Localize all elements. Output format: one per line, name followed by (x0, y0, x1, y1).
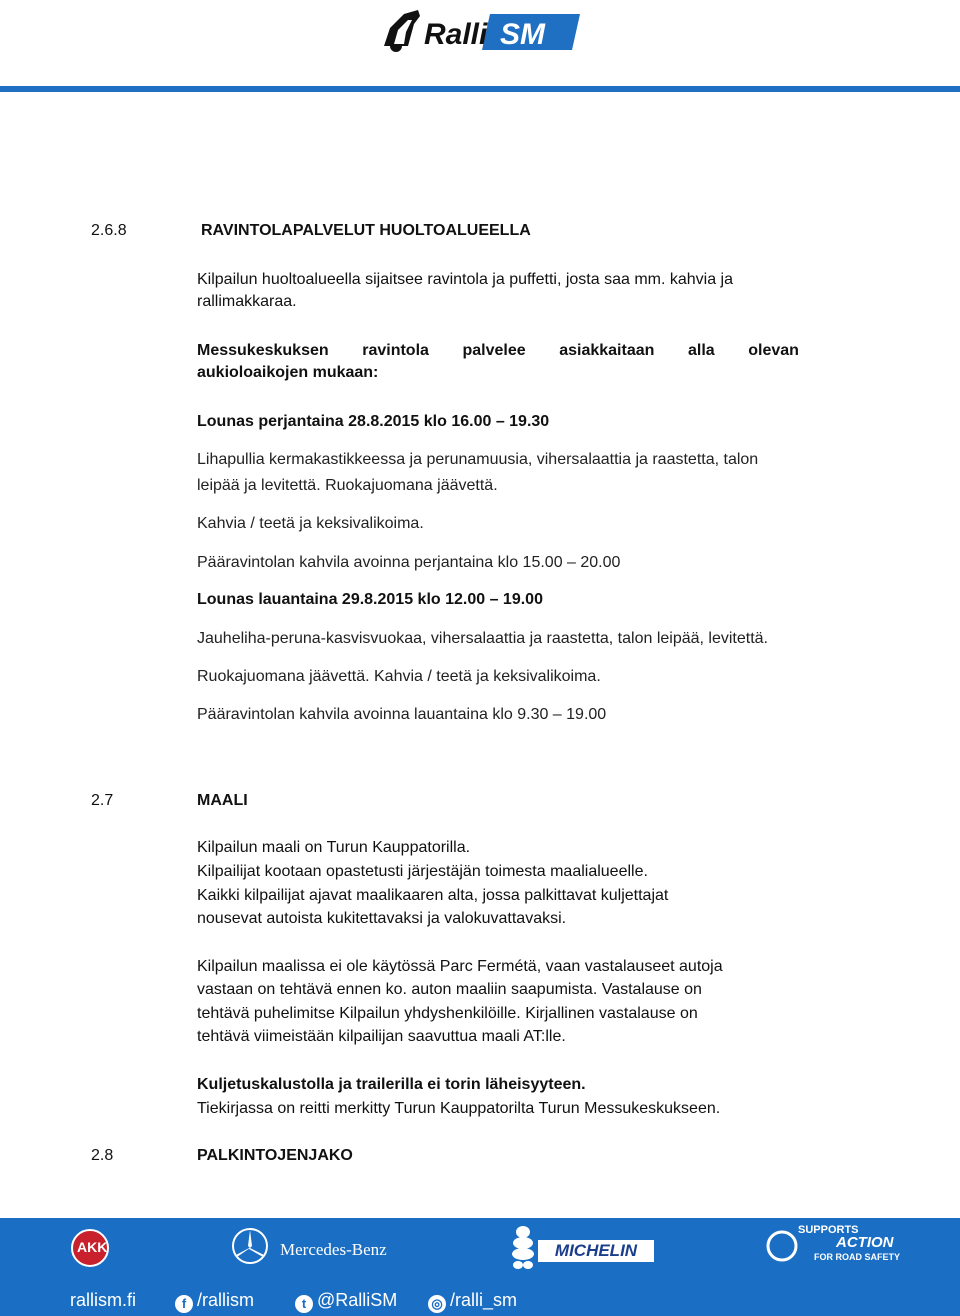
word: Messukeskuksen (197, 342, 329, 359)
svg-text:SM: SM (500, 18, 545, 51)
saturday-menu: Jauheliha-peruna-kasvisvuokaa, vihersalaattia ja raastetta, talon leipää, levitettä. (197, 630, 768, 647)
paragraph-line: Tiekirjassa on reitti merkitty Turun Kauppatorilta Turun Messukeskukseen. (197, 1100, 721, 1117)
instagram-handle: /ralli_sm (450, 1290, 518, 1310)
friday-coffee: Kahvia / teetä ja keksivalikoima. (197, 515, 424, 532)
paragraph-line: Kilpailijat kootaan opastetusti järjestäjän toimesta maalialueelle. (197, 863, 648, 880)
paragraph-line: vastaan on tehtävä ennen ko. auton maaliin saapumista. Vastalause on (197, 981, 702, 998)
twitter-icon: t (295, 1295, 313, 1313)
paragraph-line: Kilpailun maali on Turun Kauppatorilla. (197, 839, 471, 856)
intro-line: Kilpailun huoltoalueella sijaitsee ravintola ja puffetti, josta saa mm. kahvia ja (197, 271, 734, 288)
section-number: 2.8 (91, 1147, 114, 1164)
fia-road-safety: FOR ROAD SAFETY (814, 1252, 901, 1262)
saturday-drinks: Ruokajuomana jäävettä. Kahvia / teetä ja keksivalikoima. (197, 668, 601, 685)
mercedes-star-icon (230, 1226, 270, 1266)
website-link[interactable]: rallism.fi (70, 1290, 136, 1310)
section-number: 2.7 (91, 792, 114, 809)
friday-menu: leipää ja levitettä. Ruokajuomana jäävettä. (197, 477, 498, 494)
friday-menu: Lihapullia kermakastikkeessa ja perunamuusia, vihersalaattia ja raastetta, talon (197, 451, 759, 468)
twitter-handle: @RalliSM (317, 1290, 398, 1310)
friday-heading: Lounas perjantaina 28.8.2015 klo 16.00 – 19.30 (197, 413, 550, 430)
mercedes-label: Mercedes-Benz (280, 1240, 387, 1259)
paragraph-line: Kaikki kilpailijat ajavat maalikaaren alta, jossa palkittavat kuljettajat (197, 887, 669, 904)
twitter-link[interactable] (295, 1290, 397, 1313)
word: alla (687, 342, 715, 359)
word: palvelee (462, 342, 526, 359)
ralli-sm-logo (378, 4, 584, 60)
section-title: PALKINTOJENJAKO (197, 1147, 353, 1164)
section-title: RAVINTOLAPALVELUT HUOLTOALUEELLA (201, 222, 531, 239)
instagram-link[interactable] (428, 1290, 517, 1313)
paragraph-line: tehtävä viimeistään kilpailijan saavuttua maali AT:lle. (197, 1028, 566, 1045)
fia-action: ACTION (836, 1234, 894, 1251)
facebook-link[interactable] (175, 1290, 254, 1313)
akk-label: AKK (77, 1239, 108, 1255)
word: olevan (748, 342, 799, 359)
word: asiakkaitaan (559, 342, 655, 359)
akk-logo (70, 1228, 110, 1268)
saturday-cafe: Pääravintolan kahvila avoinna lauantaina klo 9.30 – 19.00 (197, 706, 607, 723)
service-line: aukioloaikojen mukaan: (197, 364, 379, 381)
paragraph-line: Kilpailun maalissa ei ole käytössä Parc Fermétä, vaan vastalauseet autoja (197, 958, 723, 975)
facebook-icon: f (175, 1295, 193, 1313)
michelin-label: MICHELIN (538, 1240, 654, 1262)
michelin-man-icon (508, 1224, 538, 1270)
section-number: 2.6.8 (91, 222, 127, 239)
fia-supports: SUPPORTS (798, 1224, 859, 1236)
paragraph-line: tehtävä puhelimitse Kilpailun yhdyshenkilöille. Kirjallinen vastalause on (197, 1005, 698, 1022)
saturday-heading: Lounas lauantaina 29.8.2015 klo 12.00 – 19.00 (197, 591, 543, 608)
intro-line: rallimakkaraa. (197, 293, 297, 310)
service-line (197, 341, 799, 361)
svg-text:Ralli: Ralli (424, 18, 488, 51)
paragraph-line: nousevat autoista kukitettavaksi ja valokuvattavaksi. (197, 910, 567, 927)
header-bar (0, 86, 960, 92)
word: ravintola (362, 342, 429, 359)
akk-small-logo (766, 1230, 798, 1262)
facebook-handle: /rallism (197, 1290, 254, 1310)
instagram-icon: ◎ (428, 1295, 446, 1313)
section-title: MAALI (197, 792, 248, 809)
transport-notice: Kuljetuskalustolla ja trailerilla ei torin läheisyyteen. (197, 1076, 586, 1093)
friday-cafe: Pääravintolan kahvila avoinna perjantaina klo 15.00 – 20.00 (197, 554, 621, 571)
